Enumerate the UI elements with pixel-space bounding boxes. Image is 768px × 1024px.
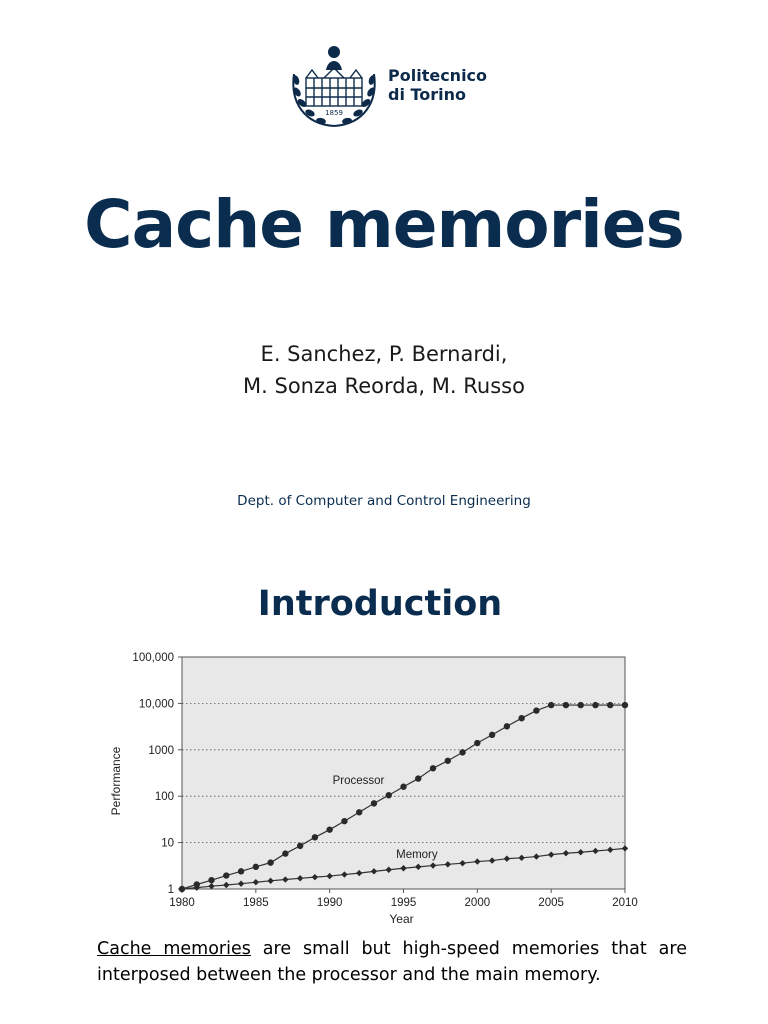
data-point-processor — [474, 740, 480, 746]
logo-wordmark — [388, 66, 487, 104]
authors — [0, 338, 768, 402]
slide-heading: Introduction — [257, 584, 503, 624]
x-axis-label: Year — [389, 912, 414, 926]
data-point-processor — [533, 707, 539, 713]
data-point-processor — [622, 702, 628, 708]
university-logo — [284, 40, 494, 132]
data-point-processor — [592, 702, 598, 708]
data-point-processor — [253, 864, 259, 870]
x-tick-label: 2005 — [538, 897, 564, 909]
data-point-processor — [518, 715, 524, 721]
intro-paragraph — [97, 936, 687, 988]
x-tick-label: 1990 — [316, 897, 343, 909]
y-tick-label: 10 — [161, 837, 174, 850]
data-point-processor — [223, 872, 229, 878]
data-point-processor — [282, 850, 288, 856]
y-tick-label: 100 — [154, 791, 174, 804]
data-point-processor — [415, 775, 421, 781]
data-point-processor — [459, 749, 465, 755]
x-tick-label: 2000 — [464, 897, 491, 909]
logo-year: 1859 — [325, 109, 343, 117]
logo-line-1: Politecnico — [388, 66, 488, 85]
data-point-processor — [267, 859, 273, 865]
authors-line-1: E. Sanchez, P. Bernardi, — [260, 342, 508, 366]
university-seal-icon — [284, 40, 384, 132]
data-point-processor — [326, 826, 332, 832]
y-tick-label: 1 — [167, 884, 174, 896]
data-point-processor — [356, 809, 362, 815]
intro-paragraph-rest: are small but high-speed memories that are interposed between the processor and the main memory. — [97, 939, 687, 985]
data-point-processor — [208, 877, 214, 883]
x-tick-label: 1995 — [390, 897, 417, 909]
authors-line-2: M. Sonza Reorda, M. Russo — [243, 374, 525, 398]
x-tick-label: 1980 — [169, 897, 195, 909]
slide-title: Cache memories — [84, 186, 684, 263]
data-point-processor — [489, 732, 495, 738]
data-point-processor — [607, 702, 613, 708]
series-label-memory: Memory — [396, 849, 438, 862]
y-tick-label: 1000 — [148, 744, 174, 757]
logo-line-2: di Torino — [388, 85, 467, 104]
series-label-processor: Processor — [332, 774, 385, 787]
department: Dept. of Computer and Control Engineering — [237, 493, 531, 509]
data-point-processor — [386, 792, 392, 798]
data-point-processor — [238, 868, 244, 874]
data-point-processor — [312, 834, 318, 840]
data-point-processor — [578, 702, 584, 708]
data-point-processor — [371, 800, 377, 806]
chart-svg — [100, 645, 645, 940]
x-tick-label: 2010 — [612, 897, 638, 909]
data-point-processor — [504, 723, 510, 729]
data-point-processor — [563, 702, 569, 708]
y-axis-label: Performance — [109, 746, 123, 816]
data-point-processor — [430, 765, 436, 771]
data-point-processor — [341, 818, 347, 824]
data-point-processor — [445, 758, 451, 764]
y-tick-label: 100,000 — [132, 652, 174, 664]
data-point-processor — [297, 843, 303, 849]
term-cache-memories: Cache memories — [97, 939, 251, 959]
performance-chart — [100, 645, 645, 940]
introduction-slide — [0, 540, 768, 1024]
y-tick-label: 10,000 — [138, 698, 174, 711]
data-point-processor — [400, 784, 406, 790]
data-point-processor — [548, 702, 554, 708]
x-tick-label: 1985 — [243, 897, 269, 909]
